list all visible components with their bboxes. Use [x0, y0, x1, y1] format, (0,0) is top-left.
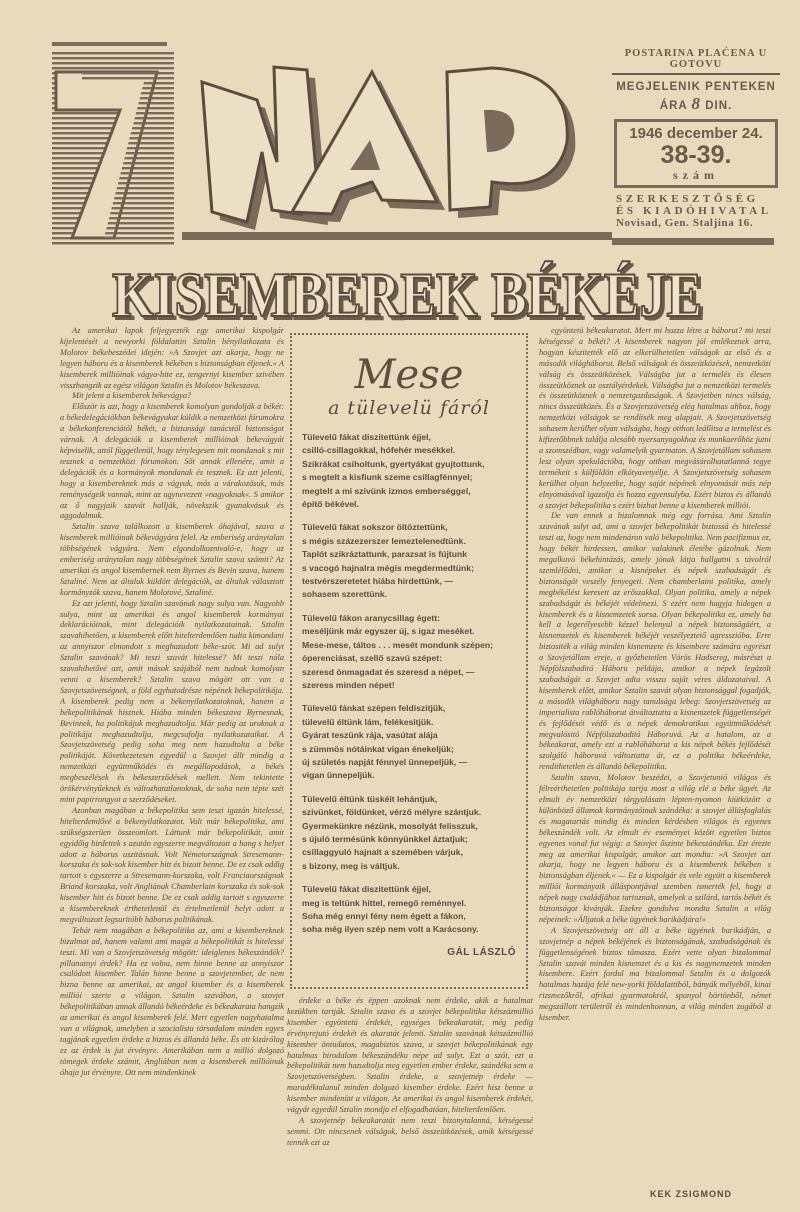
poem-line: Tülevelű fákon aranycsillag égett:: [302, 612, 441, 623]
publication-day: MEGJELENIK PENTEKEN: [616, 81, 776, 93]
poem-line: soha még ilyen szép nem volt a Karácsony.: [302, 924, 479, 935]
poem-line: sohasem szerettünk.: [302, 589, 388, 600]
newspaper-logo: [52, 42, 612, 247]
poem-stanza: [302, 612, 516, 692]
article-paragraph: Az amerikai lapok feljegyezték egy amerikai kispolgár kijelentését a newyorki földalattin Sztalin bényilatkozata és Molotov békebeszédei idején: »A Szovjet azt akarja, hogy ne legyen háboru és a kisemberek békében s biztonságban éljenek.« A kisemberek millióinak vágya-hite ez, tengernyi kisember szivében visszhangzik az egész világon Sztalin és Molotov békeszava.: [60, 326, 284, 390]
article-paragraph: Mit jelent a kisemberek békevágya?: [72, 391, 192, 401]
price-suffix: DIN.: [705, 100, 733, 112]
poem-line: s újuló termésünk könnyünkkel áztatjuk;: [302, 833, 468, 844]
article-center-column: [287, 996, 533, 1206]
article-paragraph: Először is azt, hogy a kisemberek komolyan gondolják a békét: a békedelegációkban békevágyukat küldik a nemzetközi fórumokra a békekonferenciától békét, a biztonsági tanácstól biztonságot várnak. A delegációk a kisemberek millióinak békevágyát képviselik, attól függetlenül, hogy ténylegesen mit mondanak s mit tesznek a nemzetközi fórumokon. Sőt annak ellenére, amit a delegációk és a kormányok mondanak és tesznek. Ez azt jelenti, hogy a kisembereknek más a vágyuk, más a várakozásuk, más reménységeik vannak, mint az ugynevezett »nagyoknak«. S amikor az ő nagyjaik szavát hallják, növekszik gyanakvásuk és aggodalmuk.: [60, 402, 284, 521]
headline-text: KISEMBEREK BÉKÉJE: [112, 259, 702, 324]
article-paragraph: A szovjetnép békeakaratát nem teszi bizonytalanná, kétségessé semmi. Ott nincsenek válságok, belső összeütközések, amik kétségessé tennék ezt az: [287, 1115, 533, 1147]
poem-line: Tülevelű fákat diszitettünk éjjel,: [302, 884, 431, 895]
article-right-column: [539, 326, 771, 1186]
poem-line: csilló-csillagokkal, hófehér mesékkel.: [302, 445, 456, 456]
poem-subtitle: a tülevelü fáról: [328, 397, 490, 419]
poem-line: Tülevelű éltünk tüskéit lehántjuk,: [302, 793, 438, 804]
poem-stanza: [302, 883, 516, 937]
article-paragraph: egyöntetü békeakaratot. Mert mi hozza létre a háborut? mi teszi kétségessé a békét? A kisemberek nagyon jól emlékeznek arra, hogyan készitették elő az elkerülhetetlen válságok az első és a második világháborut. Belső válságok és összeütközések, nemzetközi válság és összeütközések. Válságba jut a termelés és élesen összeütköznek az osztályérdekek. Válságba jut a nemzetközi termelés és összeütköznek a nemzetgazdaságok. A Szovjetben nincs válság, nincs összeütközés. És a Szovjetszövetség elég hatalmas ahhoz, hogy nemzetközi válságok se rendítsék meg alapjait. A Szovjetszövetség sohasem kerülhet olyan válságba, hogy otthon leállitsa a termelést és kifizetőbbnek találja olcsóbb nyersanyagokhoz és munkaerőhöz jutni a szomszédban, vagy valamelyik gyarmaton. A Szovjetállam sohasem lesz olyan spekulációba, hogy otthon megvásárolhatatlanná tegye termékeit s külföldön elkótyavetyélje. A Szovjetszövetség sohasem kerülhet olyan helyzetbe, hogy saját népének elnyomását más nép elnyomásával igazolja és hozza egyensulyba. Ezért biztos és állandó a szovjet békepolitika s ezért bizhat benne a kisemberek milliói.: [539, 326, 771, 510]
poem-line: meg is teltünk hittel, remegő reménnyel.: [302, 897, 467, 908]
issue-box: [614, 119, 778, 188]
poem-stanza: [302, 521, 516, 601]
poem-line: testvérszeretetet hiába hirdettünk, —: [302, 576, 453, 587]
poem-line: vigan ünnepeljük.: [302, 770, 375, 781]
poem-box: [290, 333, 528, 989]
poem-line: Gyermekünkre nézünk, mosolyát felisszuk,: [302, 820, 478, 831]
poem-line: csillaggyuló hajnalt a szemében várjuk,: [302, 847, 463, 858]
masthead-right-rule: [612, 238, 774, 245]
poem-line: Szikrákat csiholtunk, gyertyákat gyujtottunk,: [302, 458, 485, 469]
office-line-2: ÉS KIADÓHIVATAL: [616, 205, 772, 217]
poem-line: tülevelű éltünk lám, felékesitjük.: [302, 716, 434, 727]
masthead-info: [612, 48, 780, 248]
article-paragraph: Sztalin szava, Molotov beszédei, a Szovjetunió világos és félreérthetetlen politikája tartja most a világ elé a béke ügyét. Az elmult év nemzetközi tárgyalásain lépten-nyomon kiütközött a különböző államok kormányzóinak szándéka: a szovjet állásfoglalás és magatartás mindig és minden kérdésben világos és egyenes békeszándék volt. Az elmult év eseményei között egyetlen biztos egyenes vonal fut végig: a Szovjet őszinte békeszándéka. Ezt érezte meg az amerikai kispolgár, amikor azt mondta: »A Szovjet azt akarja, hogy ne legyen háboru és a kisemberek békében s biztonságban éljenek.« — Ez a kispolgár és vele együtt a kisemberek milliói kormányaik álláspontjával szemben ismerték fel, hogy a népek nagy családjához tartoznak, amelyek a szilárd, tartós békét és biztonságot kivánják. Ezekre gondolva mondta Sztalin a világ népeinek: »Álljatok a béke ügyének barikádjára!«: [539, 773, 771, 924]
headline: [108, 258, 708, 324]
issue-date: 1946 december 24.: [629, 125, 763, 142]
seven-logo-mark: [52, 42, 174, 246]
poem-stanza: [302, 431, 516, 511]
poem-line: s mégis százezerszer lemeztelenedtünk.: [302, 535, 466, 546]
article-paragraph: Sztalin szava találkozott a kisemberek óhajával, szava a kisemberek millióinak békevágyára felel. Az emberiség aránytalan többségének vágyára. Nem elgondolkoznivaló-e, hogy az emberiség aránytalan nagy többségének Sztalin szava számit? Az amerikai és angol kisembernek nem Byrnes és Bevin szava, hanem Sztaliné. Nem az általuk küldött delegációk, az általuk választott kormányzók szava, hanem Molotové, Sztaliné.: [60, 522, 284, 597]
article-left-column: [60, 326, 284, 1206]
issue-number: 38-39.: [660, 141, 732, 169]
article-paragraph: Azonban magában a békepolitika sem teszi igazán hitelessé, hitelterdemlővé a békenyilatkozatot. Volt már békepolitika, ami szükségszerüen összeomlott. Láttunk már békepolitikát, amit egyidőig hirdettek s azután egyszerre megváltozott a hang s helyet adott a háborus uszitásnak. Volt Németországnak Stresemann-korszaka és sok-sok kisember hitt és bizott benne. De ez csak addig tartott s egyszerre a Stresemann-korszaka, volt Franciaországnak Briand korszaka, volt Angliának Chamberlain korszaka és sok-sok kisember hitt és bizott benne. De ez csak addig tartott s egyszerre a kisembereknek érthetetlenül és értelmetlenül helyt adott a megváltozott legsuritóbb háborus politikának.: [60, 805, 284, 924]
poem-line: Tülevelű fákat sokszor öltöztettünk,: [302, 522, 448, 533]
nap-logo-text: [202, 67, 575, 230]
poem-line: megtelt a mi szivünk izmos emberséggel,: [302, 485, 471, 496]
office-line-1: SZERKESZTŐSÉG: [616, 193, 759, 205]
poem-line: épitő békével.: [302, 499, 359, 510]
poem-line: szeresd önmagadat és szeresd a népet, —: [302, 666, 475, 677]
poem-line: Gyárat teszünk rája, vasútat alája: [302, 730, 438, 741]
poem-line: szeress minden népet!: [302, 679, 395, 690]
office-address: Novisad, Gen. Staljina 16.: [616, 217, 754, 229]
poem-line: Taplót szikráztattunk, parazsat is fújtunk: [302, 549, 468, 560]
article-paragraph: De van ennek a bizalomnak még egy forrása. Ami Sztalin szavának sulyt ad, ami a szovjet békepolitikát biztossá és hitelessé teszi az, hogy nem mindenáron való békepolitika. Nem pacifizmus ez, hogy békét hirdessen, amikor valakinek életébe gázolnak. Nem megalkuvó békehintázás, amely jónak látja hallgatni s távolról szemlélődni, amikor a kisnépeket és népek szabadságát és biztonságát veszély fenyegeti. Nem chamberlaini politika, amely megbékélést keresett az erőszakkal. Olyan politika, amely a népek szabadságát és békéjét védelmezi. S ezért nem hagyja hidegen a kisemberek és a kisnemzetek sorsa. Olyan békepolitika ez, amely ha kell a legerélyesebb kézzel belenyul a népek biztonságáért, a kisnemzetek és kisemberek békéjét veszélyeztető agresszióba. Erre biztositék a világ minden kisnemzete és kisembere számára egyrészt a Szovjetállam ereje, a győzhetetlen Vörös Hadsereg, másrészt a Népfölszabaditó Háboru példája, amikor a népek legázolt szabadságát a Szovjet adta vissza saját véres áldozataival. A kisemberek előtt, amikor Sztalin szavát olyan biztonsággal fogadják, a második világháboru nagy tanulsága lebeg: Szovjetszövetség az imperialista rablóháborut átváltoztatta a kisnemzetek függetlenségét és fejlődését védő és a népek demokratikus együttműködését megvalósitó Népfölszabaditó Háboruvá. Az a hatalom, az a békeakarat, amely ezt a rablóháborut a kis népek békés fejlődését szolgáló háboruvá változtatta át, ez a politika békeérdeke, rendithetetlen és állandó békepolitika.: [539, 511, 771, 772]
poem-line: Tülevelű fákat diszitettünk éjjel,: [302, 432, 431, 442]
article-paragraph: érdeke a béke és éppen azoknak nem érdeke, akik a hatalmat kezükben tartják. Sztalin szava és a szovjet békepolitika kétszázmillió kisember egyöntetü érdekét, egységes békeakaratát, még pedig érvényrejutó érdekét és akaratát jelenti. Sztalin szavának kétszázmillió kisember öntudatos, magabiztos szava, a szovjet békepolitikának egy hatalmas birodalom békeszándéku népe ad sulyt. Ezt a szót, ezt a békepolitikát nem hazudtolja meg egyetlen ember érdeke, szándéka sem a Szovjetszövetségben. Sztalin érdeke, a szovjetnép érdeke — maradéktalanul minden dolgozó kisember érdeke. Ezért hisz benne a kisember mindenütt a világon. Az amerikai és angol kisemberek érdekét, vágyát egyedül Sztalin mondja el elfogadhatóan, hitelterdemlően.: [287, 996, 533, 1115]
poem-line: s bizony, meg is váltjuk.: [302, 860, 400, 871]
poem-stanza: [302, 793, 516, 873]
poem-line: meséljünk már egyszer új, s igaz meséket.: [302, 626, 475, 637]
poem-line: óperenciásat, szellő szavú szépet:: [302, 653, 442, 664]
postal-note: POSTARINA PLAĆENA U GOTOVU: [612, 48, 780, 75]
article-paragraph: A Szovjetszövetség ott áll a béke ügyének barikádján, a szovjetnép a népek békéjének és biztonságának, szabadságának és függetlenségének biztos támasza. Ezért vette olyan bizalommal Sztalin szavát minden kisnemzet és a kis és nagynemzetek minden kisembere. Ezért fordul ma bizalommal Sztalin és a dolgozók hatalmas hazája felé new-yorki földalattiból, bányák mélyéből, kinai rizsmezőkről, afrikai gyarmatokról, spanyol börtönből, német megszállott területről és mindenhonnan, a világ minden zugából a kisember.: [539, 925, 771, 1023]
poem-line: s vacogó hajnalra mégis megdermedtünk;: [302, 562, 474, 573]
article-paragraph: Ez azt jelenti, hogy Sztalin szavának nagy sulya van. Nagyobb sulya, mint az amerikai és angol kisemberek kormányai deklarációinak, mint delegációik nyilatkozatainak. Sztalin szavahihetően, a kisemberek előtt hitelterdemlően tudta kimondani az annyiszor elmondott s meghazudott béke-szót. Mi ad sulyt Sztalin szavának? Mi teszi szavát hitelessé? Mi teszi nála szavahihetővé azt, amit mások szájából nem tudnak komolyan venni a kisemberek? Sztalin szava mögött ott van a Szovjetszövetségnek, a föld egyhatodrésze népének békepolitikája. A kisemberek pedig nem a békenyilatkozatoknak, hanem a békepolitikának hisznek. Hiába minden békeszava Byrnesnak, Bevinnek, ha politikájuk meghazudtolja. Már pedig az uraknak a politikája meghazudtolja, megcsufolja nyilatkozataikat. A Szovjetszövetség pedig soha meg nem hazudtolta a béke politikáját. Következetesen egyedül a Szovjet állt mindig a nemzetközi együttműködés és megállapodások, a békés megbeszélések és békeszerződések mellett. Nem tekintette örökérvényűeknek és változhatatlanoknak, de soha nem tépte szét mint papirrongyot a szerződéseket.: [60, 598, 284, 804]
poem-line: Mese-mese, táltos . . . mesét mondunk szépen;: [302, 639, 494, 650]
poem-stanzas: [302, 431, 516, 937]
poem-line: új születés napját fénnyel ünnepeljük, —: [302, 756, 468, 767]
article-paragraph: Tehát nem magában a békepolitika az, ami a kisembereknek bizalmat ad, hanem valami ami magát a békepolitikát is hitelessé teszi. Mi van a Szovjetszövetség mögött: ideiglenes békeszándék? pillanatnyi érdek? Ha ez volna, nem hinne benne az annyiszor csalódott kisember. Talán hinne benne a szovjetember, de nem bizna benne az amerikai, az angol kisember és a kisemberek milliói szerte a világon. Sztalin szavában, a szovjet békepolitikában annak állandó békeérdeke és békeakarata hangzik az amerikai és angol kisemberek felé. Mert egyetlen nagyhatalma van a világnak, amelyben a szocialista társadalom minden egyes tagjának egyetlen érdeke a biztos és állandó béke. És ott kizárólag ez az érdek is jut érvényre. Amerikában nem a millió dolgozó tömegek érdeke számit, Angliában nem a kisemberek millióinak óhaja jut érvényre. Ott nem mindenkinek: [60, 925, 284, 1077]
price-value: 8: [691, 94, 701, 113]
price-prefix: ÁRA: [659, 100, 688, 112]
masthead-rule: [182, 232, 612, 240]
poem-author: GÁL LÁSZLÓ: [447, 946, 516, 958]
poem-line: Tülevelű fánkat szépen feldiszitjük,: [302, 703, 446, 714]
price: [612, 94, 780, 114]
poem-line: s zümmös nótáinkat vigan énekeljük;: [302, 743, 454, 754]
issue-label: szám: [673, 168, 719, 182]
poem-line: Soha még ennyi fény nem égett a fákon,: [302, 911, 466, 921]
poem-line: s megtelt a kisfiunk szeme csillagfénnyel;: [302, 472, 473, 483]
poem-line: szivünket, földünket, vérző mélyre szántjuk.: [302, 807, 482, 818]
poem-title: Mese: [354, 352, 464, 398]
article-author: KEK ZSIGMOND: [650, 1189, 733, 1199]
poem-stanza: [302, 702, 516, 782]
